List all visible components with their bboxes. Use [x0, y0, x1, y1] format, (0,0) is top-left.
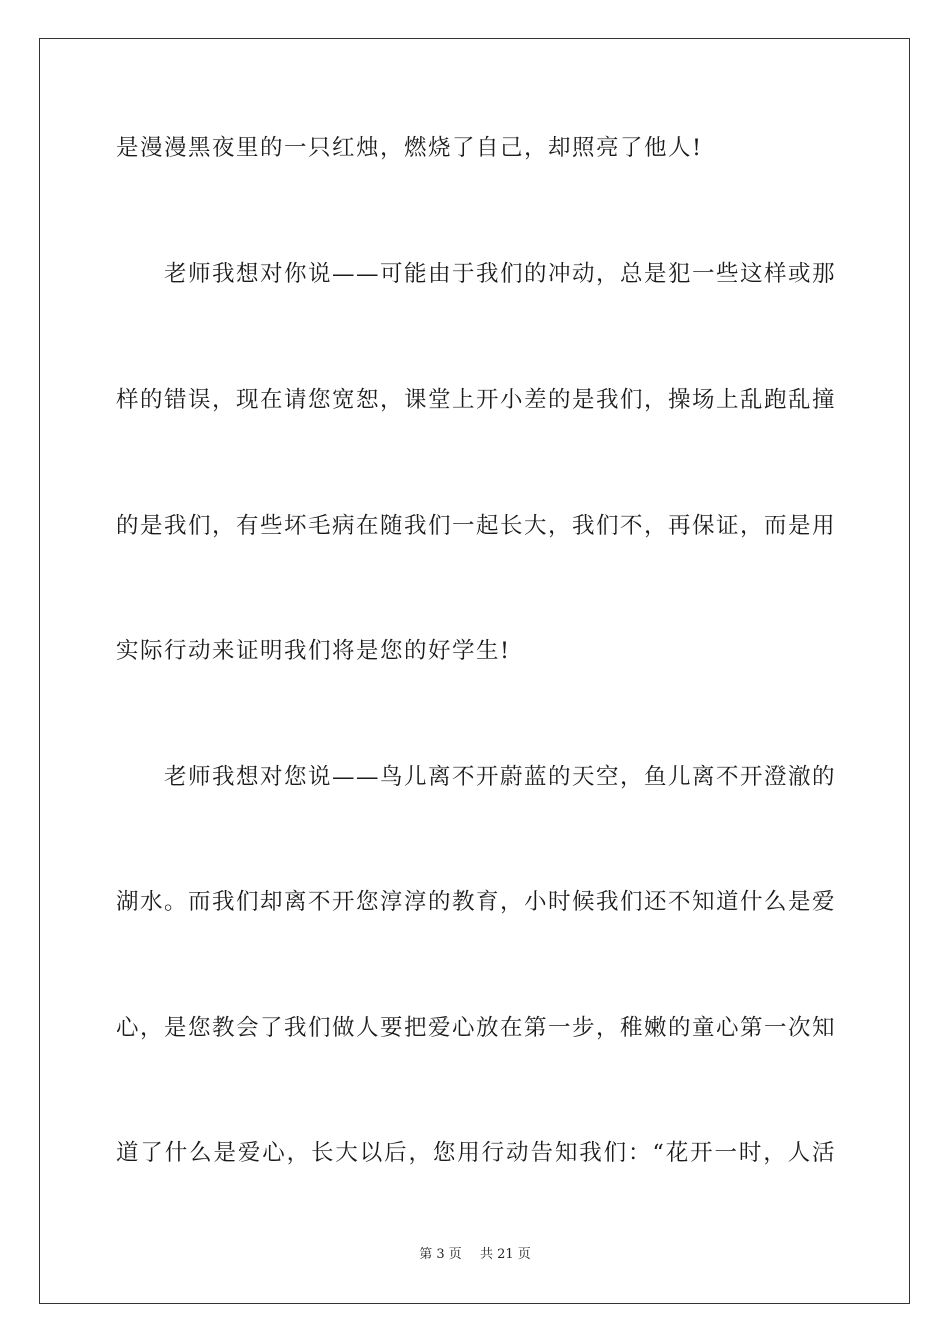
text-line: 道了什么是爱心，长大以后，您用行动告知我们：“花开一时，人活: [116, 1140, 836, 1166]
total-pages: 共 21 页: [479, 1247, 531, 1262]
page-number: 第 3 页: [419, 1247, 462, 1262]
text-line: 心，是您教会了我们做人要把爱心放在第一步，稚嫩的童心第一次知: [116, 1015, 836, 1041]
page-border: [39, 38, 910, 1304]
text-line: 实际行动来证明我们将是您的好学生!: [116, 638, 511, 664]
text-line: 湖水。而我们却离不开您淳淳的教育，小时候我们还不知道什么是爱: [116, 889, 836, 915]
paragraph-start-line: 老师我想对您说——鸟儿离不开蔚蓝的天空，鱼儿离不开澄澈的: [164, 764, 836, 790]
page-footer: [0, 1246, 950, 1264]
text-line: 样的错误，现在请您宽恕，课堂上开小差的是我们，操场上乱跑乱撞: [116, 387, 836, 413]
paragraph-start-line: 老师我想对你说——可能由于我们的冲动，总是犯一些这样或那: [164, 261, 836, 287]
text-line: 是漫漫黑夜里的一只红烛，燃烧了自己，却照亮了他人!: [116, 135, 703, 161]
text-line: 的是我们，有些坏毛病在随我们一起长大，我们不，再保证，而是用: [116, 513, 836, 539]
